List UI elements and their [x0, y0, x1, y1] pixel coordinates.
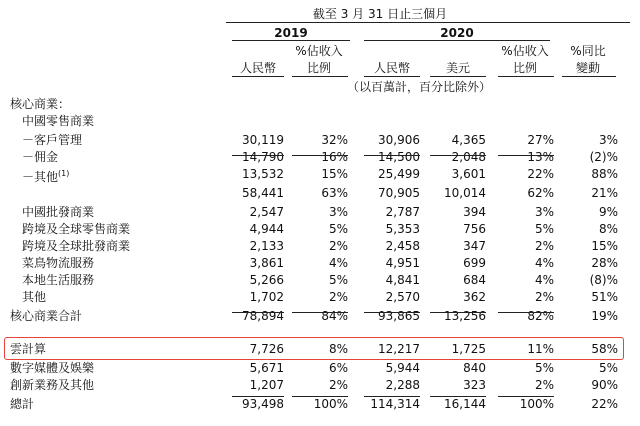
core-total-rule — [292, 312, 348, 313]
cell-usd20: 16,144 — [444, 397, 486, 411]
subtotal-rule — [232, 155, 284, 156]
cell-rmb19: 2,133 — [249, 239, 284, 253]
cell-rmb20: 25,499 — [378, 167, 420, 181]
row-label-text: 本地生活服務 — [22, 273, 95, 287]
cell-usd20: 10,014 — [444, 186, 486, 200]
grand-total-rule — [364, 396, 420, 397]
grand-total-rule — [498, 396, 554, 397]
row-label-text: 總計 — [10, 397, 35, 411]
cell-usd20: 362 — [463, 290, 486, 304]
cell-rmb20: 14,500 — [378, 150, 420, 164]
cell-rmb20: 30,906 — [378, 133, 420, 147]
row-label-text: －其他 — [22, 170, 59, 184]
cell-pct19: 32% — [321, 133, 348, 147]
cell-rmb19: 7,726 — [249, 342, 284, 356]
col-rule — [430, 76, 486, 77]
row-label — [22, 290, 46, 304]
section-china-retail-label: 中國零售商業 — [22, 114, 95, 128]
core-total-rule — [498, 312, 554, 313]
cell-pct20: 5% — [534, 361, 554, 375]
cell-rmb20: 114,314 — [370, 397, 420, 411]
cell-yoy: 8% — [598, 222, 618, 236]
cell-rmb20: 4,841 — [385, 273, 420, 287]
cell-yoy: 88% — [591, 167, 618, 181]
cell-yoy: 90% — [591, 378, 618, 392]
cell-rmb19: 5,266 — [249, 273, 284, 287]
cell-yoy: (2)% — [589, 150, 618, 164]
col-pct-2019-line1: %佔收入 — [295, 44, 343, 58]
col-pct-2020-line1: %佔收入 — [501, 44, 549, 58]
cell-pct20: 3% — [534, 205, 554, 219]
row-label — [22, 205, 94, 219]
cell-pct20: 13% — [527, 150, 554, 164]
cell-rmb20: 2,288 — [385, 378, 420, 392]
cell-rmb19: 13,532 — [242, 167, 284, 181]
cell-pct20: 11% — [527, 342, 554, 356]
col-pct-2019-line2: 比例 — [306, 61, 331, 75]
col-rule — [292, 76, 348, 77]
year-2020-rule — [364, 40, 550, 41]
year-2019-rule — [232, 40, 350, 41]
cell-rmb20: 5,944 — [385, 361, 420, 375]
subtotal-rule — [292, 155, 348, 156]
col-yoy-line2: 變動 — [575, 61, 600, 75]
cell-pct20: 100% — [519, 397, 554, 411]
row-label — [22, 256, 94, 270]
cell-rmb19: 78,894 — [242, 309, 284, 323]
row-label-text: －客戶管理 — [22, 133, 83, 147]
cell-pct19: 6% — [328, 361, 348, 375]
col-usd-2020: 美元 — [445, 61, 470, 75]
cell-rmb19: 30,119 — [242, 133, 284, 147]
cell-pct19: 8% — [328, 342, 348, 356]
cell-pct20: 27% — [527, 133, 554, 147]
cell-rmb19: 2,547 — [249, 205, 284, 219]
cell-yoy: 28% — [591, 256, 618, 270]
subtotal-rule — [430, 155, 486, 156]
cell-rmb20: 5,353 — [385, 222, 420, 236]
cell-rmb19: 5,671 — [249, 361, 284, 375]
cell-yoy: 22% — [591, 397, 618, 411]
cell-pct20: 5% — [534, 222, 554, 236]
cell-pct20: 4% — [534, 256, 554, 270]
cell-rmb20: 93,865 — [378, 309, 420, 323]
cell-rmb20: 2,458 — [385, 239, 420, 253]
cell-usd20: 2,048 — [451, 150, 486, 164]
grand-total-rule — [292, 396, 348, 397]
cell-pct20: 4% — [534, 273, 554, 287]
cell-pct19: 2% — [328, 378, 348, 392]
row-label — [10, 397, 34, 411]
cell-pct20: 2% — [534, 239, 554, 253]
col-pct-2020-line2: 比例 — [512, 61, 537, 75]
cell-pct19: 15% — [321, 167, 348, 181]
cell-pct19: 63% — [321, 186, 348, 200]
cell-pct19: 84% — [321, 309, 348, 323]
row-label — [10, 378, 94, 392]
cell-pct20: 22% — [527, 167, 554, 181]
cell-rmb20: 2,787 — [385, 205, 420, 219]
grand-total-rule — [232, 396, 284, 397]
core-total-rule — [232, 312, 284, 313]
col-rule — [498, 76, 554, 77]
cell-pct19: 16% — [321, 150, 348, 164]
col-rule — [562, 76, 616, 77]
cell-rmb19: 58,441 — [242, 186, 284, 200]
cell-usd20: 1,725 — [451, 342, 486, 356]
cell-usd20: 684 — [463, 273, 486, 287]
col-rule — [364, 76, 420, 77]
col-yoy-line1: %同比 — [570, 44, 606, 58]
cell-rmb20: 4,951 — [385, 256, 420, 270]
unit-note: （以百萬計，百分比除外） — [346, 80, 491, 94]
cell-pct20: 2% — [534, 290, 554, 304]
cell-pct20: 62% — [527, 186, 554, 200]
cell-pct19: 4% — [328, 256, 348, 270]
cell-yoy: (8)% — [589, 273, 618, 287]
cell-pct19: 3% — [328, 205, 348, 219]
cell-pct19: 2% — [328, 239, 348, 253]
cell-rmb19: 93,498 — [242, 397, 284, 411]
cell-yoy: 58% — [591, 342, 618, 356]
row-label-text: 跨境及全球零售商業 — [22, 222, 131, 236]
cell-usd20: 13,256 — [444, 309, 486, 323]
row-label — [22, 273, 94, 287]
cell-pct19: 2% — [328, 290, 348, 304]
row-label — [22, 222, 130, 236]
row-label-text: 菜鳥物流服務 — [22, 256, 95, 270]
cell-rmb19: 14,790 — [242, 150, 284, 164]
cell-usd20: 347 — [463, 239, 486, 253]
cell-rmb20: 2,570 — [385, 290, 420, 304]
section-core-label: 核心商業： — [10, 97, 71, 111]
cell-usd20: 699 — [463, 256, 486, 270]
grand-total-rule — [430, 396, 486, 397]
row-label-text: 創新業務及其他 — [10, 378, 95, 392]
period-heading: 截至 3 月 31 日止三個月 — [312, 7, 448, 21]
row-label — [10, 342, 46, 356]
row-label — [22, 167, 69, 184]
cell-yoy: 15% — [591, 239, 618, 253]
year-2020-heading: 2020 — [440, 26, 474, 40]
col-rmb-2019: 人民幣 — [239, 61, 276, 75]
cell-pct19: 100% — [313, 397, 348, 411]
subtotal-rule — [498, 155, 554, 156]
cell-rmb19: 3,861 — [249, 256, 284, 270]
cell-usd20: 4,365 — [451, 133, 486, 147]
cell-usd20: 3,601 — [451, 167, 486, 181]
cell-usd20: 394 — [463, 205, 486, 219]
year-2019-heading: 2019 — [274, 26, 308, 40]
row-label-text: 核心商業合計 — [10, 309, 83, 323]
cell-usd20: 840 — [463, 361, 486, 375]
cell-rmb19: 1,702 — [249, 290, 284, 304]
subtotal-rule — [364, 155, 420, 156]
row-label-text: 跨境及全球批發商業 — [22, 239, 131, 253]
core-total-rule — [430, 312, 486, 313]
cell-yoy: 3% — [598, 133, 618, 147]
row-label — [10, 361, 94, 375]
cell-rmb19: 1,207 — [249, 378, 284, 392]
cell-pct20: 82% — [527, 309, 554, 323]
cell-yoy: 51% — [591, 290, 618, 304]
cell-yoy: 9% — [598, 205, 618, 219]
row-label-text: 中國批發商業 — [22, 205, 95, 219]
col-rmb-2020: 人民幣 — [373, 61, 410, 75]
row-label — [22, 150, 58, 164]
cell-usd20: 323 — [463, 378, 486, 392]
cell-usd20: 756 — [463, 222, 486, 236]
row-label-text: 數字媒體及娛樂 — [10, 361, 95, 375]
cell-pct19: 5% — [328, 222, 348, 236]
col-rule — [232, 76, 284, 77]
row-label — [22, 239, 130, 253]
footnote-marker: (1) — [58, 169, 70, 178]
cell-yoy: 21% — [591, 186, 618, 200]
core-total-rule — [364, 312, 420, 313]
cell-pct20: 2% — [534, 378, 554, 392]
cell-pct19: 5% — [328, 273, 348, 287]
cell-yoy: 5% — [598, 361, 618, 375]
row-label-text: 雲計算 — [10, 342, 47, 356]
period-rule — [226, 22, 630, 23]
cell-rmb20: 12,217 — [378, 342, 420, 356]
cell-rmb19: 4,944 — [249, 222, 284, 236]
cell-yoy: 19% — [591, 309, 618, 323]
row-label — [22, 133, 82, 147]
row-label-text: －佣金 — [22, 150, 59, 164]
row-label-text: 其他 — [22, 290, 47, 304]
cell-rmb20: 70,905 — [378, 186, 420, 200]
row-label — [10, 309, 82, 323]
